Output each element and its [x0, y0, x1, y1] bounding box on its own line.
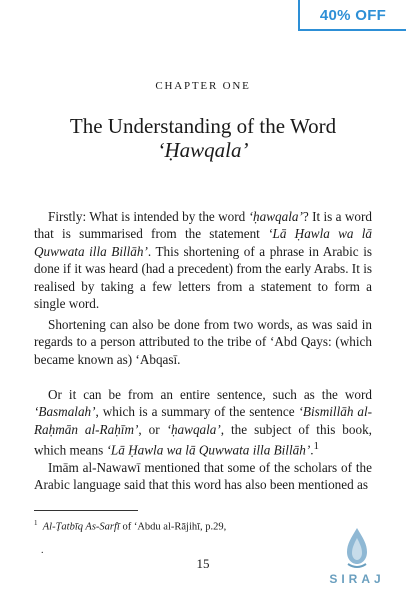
p3-emph-4: ‘Lā Ḥawla wa lā Quwwata illa Billāh’ [106, 442, 311, 458]
p3-emph-1: ‘Basmalah’ [34, 404, 96, 420]
logo-text: SIRAJ [329, 572, 385, 586]
paragraph-2 [34, 316, 372, 368]
p3-emph-3: ‘ḥawqala’ [166, 421, 221, 437]
paragraph-3 [34, 386, 372, 459]
p3-text-2: , which is a summary of the sentence [95, 404, 299, 420]
chapter-title-line1: The Understanding of the Word [69, 114, 337, 138]
footnote-text: of ‘Abdu al-Rājihī, p.29, [119, 521, 227, 533]
page-number: 15 [196, 556, 210, 571]
siraj-logo [318, 524, 396, 592]
p3-text-5: . [310, 442, 314, 458]
p1-emph-1: ‘ḥawqala’ [248, 209, 303, 224]
p2-text: Shortening can also be done from two words, as was said in regards to a person attributed to the tribe of ‘Abd Qays: (which became known as) ‘Abqasī. [34, 317, 372, 367]
p3-emph-2: ‘Bismillāh al-Raḥmān al-Raḥīm’ [34, 404, 372, 437]
paragraph-4 [34, 459, 372, 494]
p1-emph-2: ‘Lā Ḥawla wa lā Quwwata illa Billāh’ [34, 226, 372, 259]
p1-text-2: ? It is a word that is summarised from the statement [34, 209, 372, 242]
footnote-title: Al-Ṭatbīq As-Sarfī [42, 521, 120, 533]
chapter-title [34, 114, 372, 162]
lamp-flame-icon [318, 524, 396, 572]
footnote-divider [34, 510, 138, 511]
stray-mark: . [41, 545, 44, 556]
book-page [34, 0, 372, 600]
chapter-label: CHAPTER ONE [155, 80, 251, 92]
p1-text-1: Firstly: What is intended by the word [48, 209, 249, 224]
footnote-ref: 1 [313, 440, 320, 453]
p3-text-4: , the subject of this book, which means [34, 421, 372, 458]
p1-text-3: . This shortening of a phrase in Arabic is done if it was heard (had a precedent) from the early Arabs. It is realised by taking a few letters from a statement to form a single word. [34, 243, 372, 312]
paragraph-1 [34, 208, 372, 312]
chapter-title-line2: ‘Ḥawqala’ [157, 138, 249, 162]
p3-text-3: , or [138, 421, 167, 437]
discount-badge: 40% OFF [298, 0, 406, 31]
footnote-number: 1 [34, 519, 38, 527]
p4-text: Imām al-Nawawī mentioned that some of the scholars of the Arabic language said that this word has also been mentioned as [34, 460, 372, 493]
p3-text-1: Or it can be from an entire sentence, such as the word [48, 387, 372, 402]
